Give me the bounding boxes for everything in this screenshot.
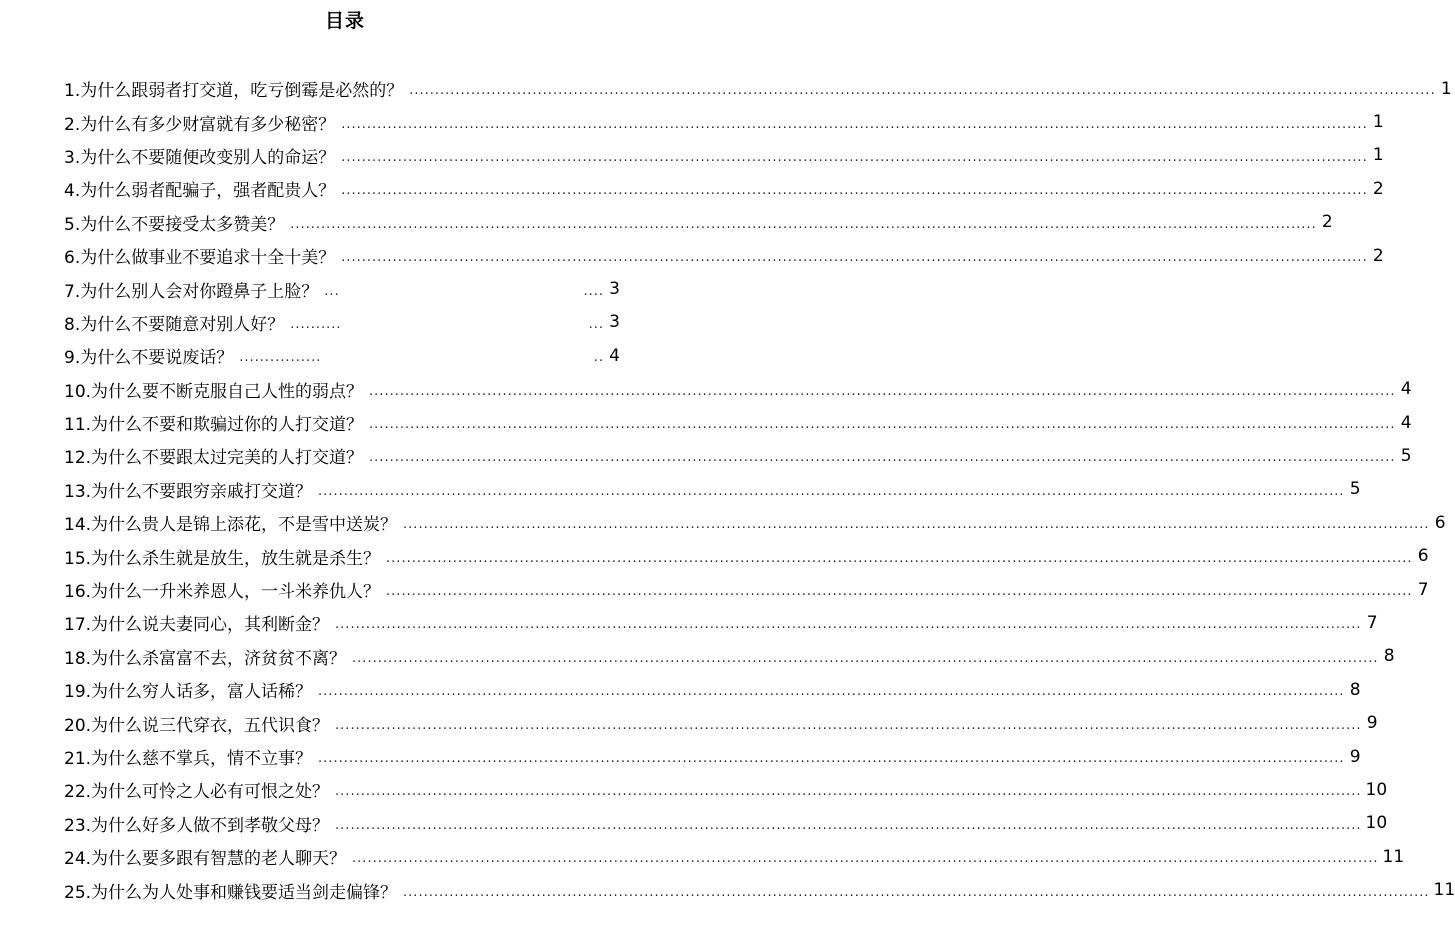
toc-entry-title: 16.为什么一升米养恩人，一斗米养仇人？ (64, 582, 381, 603)
toc-page-number: 6 (1417, 546, 1429, 567)
toc-entry-title: 20.为什么说三代穿衣，五代识食？ (64, 715, 330, 736)
toc-entry-title: 13.为什么不要跟穷亲戚打交道？ (64, 481, 313, 502)
toc-entry[interactable] (64, 306, 620, 339)
toc-entry-title: 7.为什么别人会对你蹬鼻子上脸？ (64, 281, 319, 302)
toc-entry-title: 3.为什么不要随便改变别人的命运？ (64, 147, 336, 168)
dot-leader: ........................................................................................................................................................................................................ (290, 216, 1317, 232)
toc-entry[interactable] (64, 473, 1361, 506)
toc-page-number: 10 (1365, 779, 1388, 800)
dot-leader: ........................................................................................................................................................................................................ (335, 817, 1362, 833)
toc-page-number: 5 (1400, 445, 1412, 466)
toc-entry-title: 10.为什么要不断克服自己人性的弱点？ (64, 381, 364, 402)
toc-entry-title: 15.为什么杀生就是放生，放生就是杀生？ (64, 548, 381, 569)
toc-page-number: 2 (1321, 212, 1333, 233)
toc-entry-title: 8.为什么不要随意对别人好？ (64, 314, 285, 335)
toc-page-number: 3 (609, 279, 620, 300)
toc-page-number: 7 (1366, 612, 1378, 633)
toc-page-number: 9 (1366, 713, 1378, 734)
dot-leader: ........................................................................................................................................................................................................ (335, 617, 1362, 633)
toc-entry-title: 24.为什么要多跟有智慧的老人聊天？ (64, 849, 347, 870)
toc-entry-title: 25.为什么为人处事和赚钱要适当剑走偏锋？ (64, 882, 398, 903)
toc-page-number: 5 (1349, 479, 1361, 500)
toc-entry[interactable] (64, 439, 1412, 472)
toc-page-number: 8 (1383, 646, 1395, 667)
toc-entry[interactable] (64, 673, 1361, 706)
toc-entry[interactable] (64, 339, 620, 372)
toc-page-number: 11 (1433, 880, 1455, 901)
toc-entry[interactable] (64, 773, 1388, 806)
toc-page-number: 6 (1434, 512, 1446, 533)
toc-entry-title: 5.为什么不要接受太多赞美？ (64, 214, 285, 235)
toc-entry-title: 6.为什么做事业不要追求十全十美？ (64, 248, 336, 269)
dot-leader: ........................................................................................................................................................................................................ (335, 784, 1362, 800)
toc-entry[interactable] (64, 172, 1384, 205)
toc-entry-title: 2.为什么有多少财富就有多少秘密？ (64, 114, 336, 135)
dot-leader: ........................................................................................................................................................................................................ (386, 550, 1413, 566)
dot-leader: ... (588, 316, 604, 332)
toc-page-number: 4 (609, 345, 620, 366)
dot-leader: ........................................................................................................................................................................................................ (409, 83, 1436, 99)
toc-entry-title: 23.为什么好多人做不到孝敬父母？ (64, 815, 330, 836)
toc-entry[interactable] (64, 740, 1361, 773)
toc-entry[interactable] (64, 506, 1446, 539)
dot-leader: ........................................................................................................................................................................................................ (318, 684, 1345, 700)
dot-leader: ........................................................................................................................................................................................................ (369, 450, 1396, 466)
toc-entry-title: 17.为什么说夫妻同心，其利断金？ (64, 615, 330, 636)
dot-leader: ................ (239, 350, 322, 366)
toc-entry[interactable] (64, 640, 1395, 673)
toc-page-number: 2 (1372, 245, 1384, 266)
dot-leader: ........................................................................................................................................................................................................ (352, 650, 1379, 666)
toc-page-number: 1 (1372, 112, 1384, 133)
toc-entry-title: 22.为什么可怜之人必有可恨之处？ (64, 782, 330, 803)
dot-leader: ........................................................................................................................................................................................................ (352, 851, 1379, 867)
dot-leader: ........................................................................................................................................................................................................ (341, 116, 1368, 132)
toc-entry[interactable] (64, 373, 1412, 406)
dot-leader: ........................................................................................................................................................................................................ (318, 751, 1345, 766)
toc-entry-title: 19.为什么穷人话多，富人话稀？ (64, 682, 313, 703)
dot-leader: ........................................................................................................................................................................................................ (369, 383, 1396, 399)
toc-entry[interactable] (64, 105, 1384, 138)
toc-entry[interactable] (64, 139, 1384, 172)
toc-entry[interactable] (64, 72, 1452, 105)
toc-title: 目录 (324, 10, 365, 32)
toc-page-number: 7 (1417, 579, 1429, 600)
toc-entry-title: 12.为什么不要跟太过完美的人打交道？ (64, 448, 364, 469)
toc-entry[interactable] (64, 272, 620, 305)
dot-leader: ........................................................................................................................................................................................................ (403, 517, 1430, 533)
dot-leader: ........................................................................................................................................................................................................ (335, 717, 1362, 733)
toc-page-number: 4 (1400, 379, 1412, 400)
toc-entry[interactable] (64, 873, 1455, 906)
toc-entry[interactable] (64, 239, 1384, 272)
toc-page-number: 9 (1349, 746, 1361, 767)
toc-entry-title: 18.为什么杀富富不去，济贫贫不离？ (64, 648, 347, 669)
dot-leader: .......... (290, 316, 342, 332)
toc-entry-title: 14.为什么贵人是锦上添花，不是雪中送炭？ (64, 515, 398, 536)
toc-entry[interactable] (64, 807, 1388, 840)
toc-page-number: 1 (1440, 78, 1452, 99)
dot-leader: ........................................................................................................................................................................................................ (341, 250, 1368, 266)
toc-entry-title: 9.为什么不要说废话？ (64, 348, 234, 369)
dot-leader: ........................................................................................................................................................................................................ (318, 483, 1345, 499)
dot-leader: ........................................................................................................................................................................................................ (341, 183, 1368, 199)
toc-page-number: 11 (1382, 846, 1405, 867)
toc-entry-title: 11.为什么不要和欺骗过你的人打交道？ (64, 415, 364, 436)
dot-leader: .. (593, 350, 604, 366)
dot-leader: .... (583, 283, 604, 299)
toc-entry[interactable] (64, 606, 1378, 639)
toc-page-number: 2 (1372, 178, 1384, 199)
dot-leader: ........................................................................................................................................................................................................ (403, 884, 1430, 900)
toc-entry[interactable] (64, 406, 1412, 439)
toc-page-number: 8 (1349, 679, 1361, 700)
dot-leader: ........................................................................................................................................................................................................ (369, 417, 1396, 433)
toc-page-number: 10 (1365, 813, 1388, 834)
toc-page-number: 3 (609, 312, 620, 333)
toc-entry[interactable] (64, 706, 1378, 739)
toc-entry[interactable] (64, 840, 1405, 873)
toc-entry[interactable] (64, 206, 1333, 239)
toc-entry[interactable] (64, 539, 1429, 572)
dot-leader: ........................................................................................................................................................................................................ (386, 584, 1413, 600)
table-of-contents (64, 72, 1455, 907)
toc-entry-title: 1.为什么跟弱者打交道，吃亏倒霉是必然的？ (64, 81, 404, 102)
toc-entry-title: 4.为什么弱者配骗子，强者配贵人？ (64, 181, 336, 202)
toc-page-number: 1 (1372, 145, 1384, 166)
dot-leader: ... (324, 283, 340, 299)
dot-leader: ........................................................................................................................................................................................................ (341, 149, 1368, 165)
toc-entry[interactable] (64, 573, 1429, 606)
toc-entry-title: 21.为什么慈不掌兵，情不立事？ (64, 749, 313, 769)
toc-page-number: 4 (1400, 412, 1412, 433)
